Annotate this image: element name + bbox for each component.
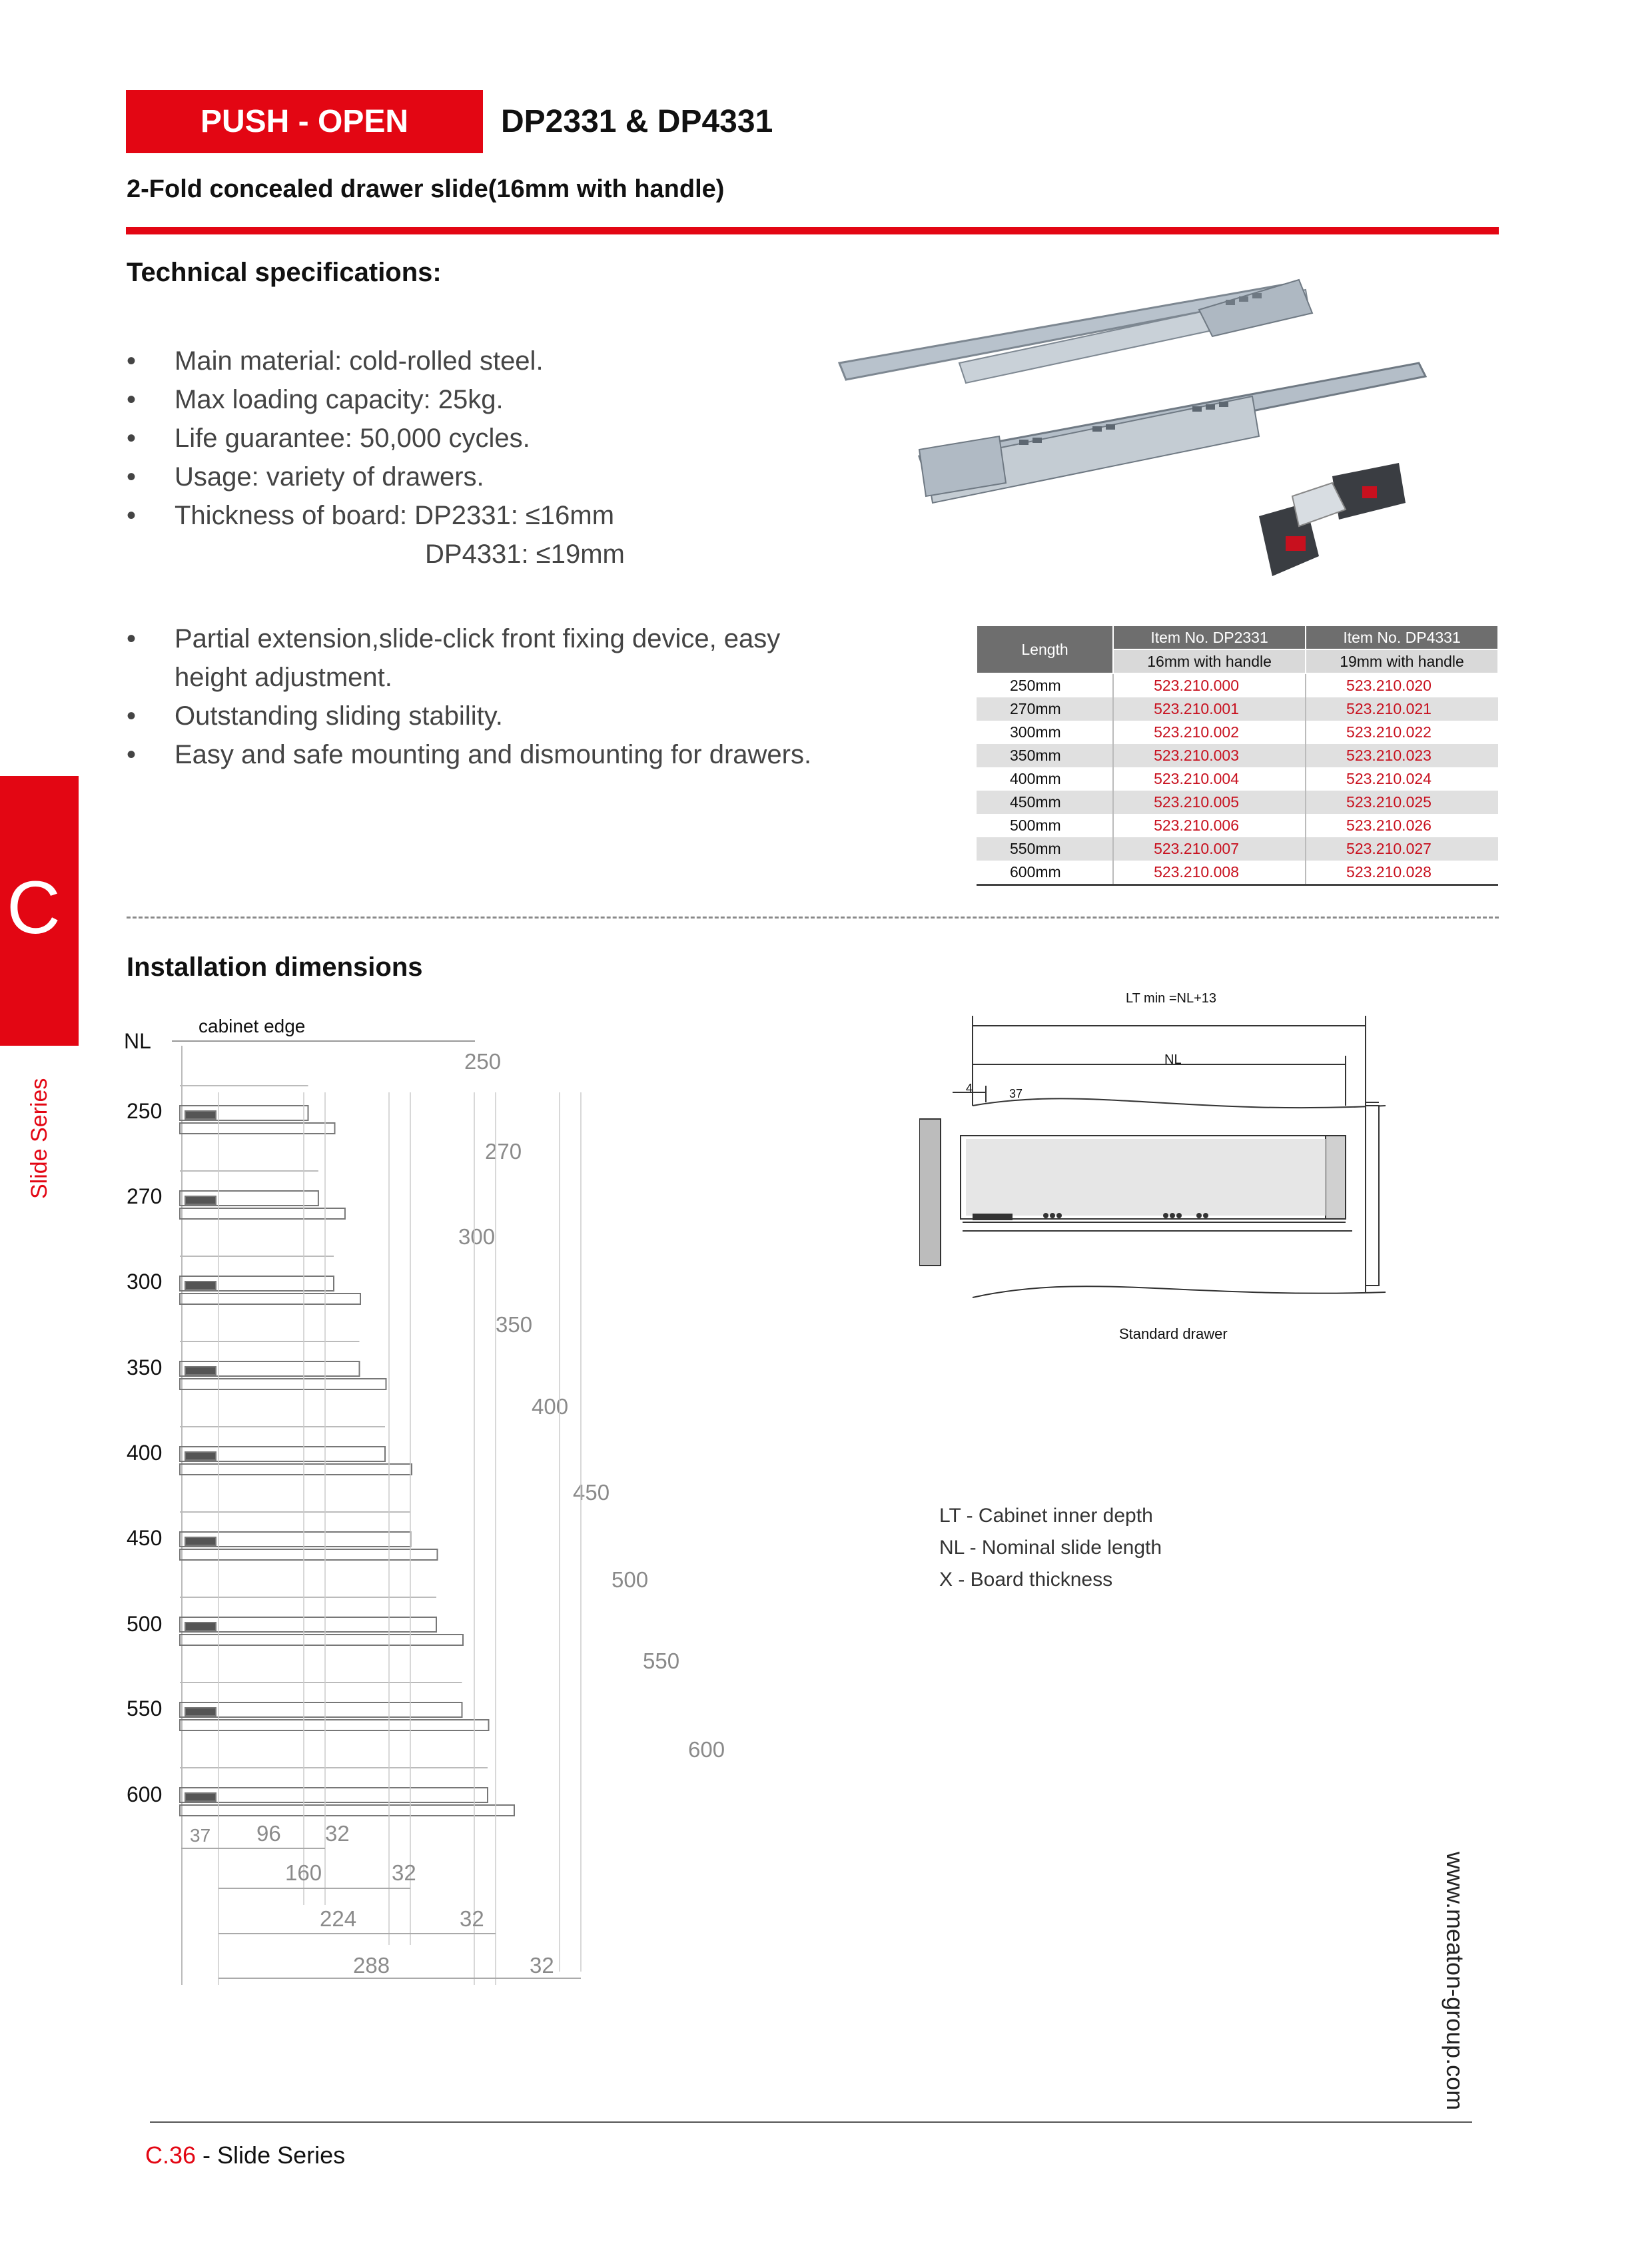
spec-item: Thickness of board: DP2331: ≤16mm [175,501,615,530]
drawing-caption: Standard drawer [1119,1325,1228,1342]
legend-item: LT - Cabinet inner depth [939,1505,1153,1527]
table-row: 350mm 523.210.003 523.210.023 [977,744,1498,767]
table-row: 600mm 523.210.008 523.210.028 [977,861,1498,885]
col-dp2331: Item No. DP2331 [1113,625,1306,649]
col-dp4331: Item No. DP4331 [1306,625,1498,649]
install-heading: Installation dimensions [127,952,423,982]
dim-224: 224 [320,1906,357,1931]
feature-list: • Partial extension,slide-click front fixing device, easy height adjustment. • Outstanding sliding stability. • Easy and safe mounting and dismounting for drawers. [127,619,926,779]
slide-rail [180,1702,462,1717]
table-row: 500mm 523.210.006 523.210.026 [977,814,1498,837]
spec-item: Life guarantee: 50,000 cycles. [175,424,530,453]
website-url: www.meaton-group.com [1442,1852,1469,2111]
row-length: 350 [127,1355,163,1379]
spec-item-cont: DP4331: ≤19mm [425,540,625,569]
legend [939,1500,1162,1596]
tech-heading: Technical specifications: [127,258,442,287]
row-dim: 400 [532,1394,569,1419]
dim-37: 37 [190,1825,211,1846]
front-lock [185,1282,216,1290]
section-letter: C [7,866,61,949]
dim-4: 4 [966,1082,973,1095]
row-length: 450 [127,1526,163,1550]
slide-rail-lower [180,1805,514,1816]
page-number: C.36 [145,2141,197,2169]
footer [145,2141,345,2169]
col-dp4331-sub: 19mm with handle [1306,649,1498,673]
row-dim: 300 [458,1224,496,1249]
col-dp2331-sub: 16mm with handle [1113,649,1306,673]
dim-32: 32 [530,1953,554,1978]
spec-table [976,625,1499,886]
footer-section: - Slide Series [196,2141,346,2169]
feature-item: Easy and safe mounting and dismounting for drawers. [175,740,812,769]
product-subtitle: 2-Fold concealed drawer slide(16mm with handle) [127,175,725,203]
dim-96: 96 [256,1821,281,1846]
front-lock [185,1623,216,1631]
slide-rail-lower [180,1635,463,1645]
cabinet-drawing [919,986,1452,1345]
front-lock [185,1452,216,1460]
cabinet-edge-label: cabinet edge [199,1016,306,1036]
row-dim: 600 [688,1737,725,1762]
slide-rail [180,1788,488,1802]
dim-32: 32 [325,1821,350,1846]
legend-item: X - Board thickness [939,1569,1113,1591]
model-title: DP2331 & DP4331 [501,104,773,139]
row-length: 270 [127,1184,163,1208]
nl-label: NL [124,1029,151,1053]
spec-item: Main material: cold-rolled steel. [175,346,544,376]
table-row: 250mm 523.210.000 523.210.020 [977,673,1498,697]
dim-160: 160 [285,1860,322,1885]
feature-item-cont: height adjustment. [175,663,392,692]
row-dim: 450 [573,1480,610,1505]
dim-37-drawing: 37 [1009,1087,1023,1100]
front-lock [185,1367,216,1375]
row-length: 500 [127,1612,163,1636]
section-label: Slide Series [27,1078,52,1199]
row-dim: 350 [496,1312,533,1337]
slide-rail-lower [180,1123,335,1134]
product-photo [826,263,1492,609]
dim-32: 32 [460,1906,484,1931]
row-dim: 500 [612,1567,649,1592]
row-dim: 270 [485,1139,522,1164]
row-dim: 550 [643,1649,680,1673]
slide-rail-lower [180,1720,489,1730]
lt-formula: LT min =NL+13 [1126,991,1217,1006]
col-length: Length [977,625,1113,673]
slide-rail-lower [180,1464,412,1475]
front-lock [185,1196,216,1204]
spec-item: Usage: variety of drawers. [175,462,484,492]
table-row: 300mm 523.210.002 523.210.022 [977,721,1498,744]
row-length: 300 [127,1270,163,1294]
spec-item: Max loading capacity: 25kg. [175,385,504,414]
row-length: 600 [127,1782,163,1806]
slide-rail-drawings [173,1039,839,1998]
spec-list: • Main material: cold-rolled steel. • Max loading capacity: 25kg. • Life guarantee: 50,000 cycles. • Usage: variety of drawers. • Thickness of board: DP2331: ≤16mm DP4331: ≤19mm [127,342,859,621]
dim-32: 32 [392,1860,416,1885]
footer-divider [150,2121,1472,2123]
row-length: 250 [127,1099,163,1123]
dim-288: 288 [353,1953,390,1978]
row-length: 550 [127,1696,163,1720]
table-row: 270mm 523.210.001 523.210.021 [977,697,1498,721]
legend-item: NL - Nominal slide length [939,1537,1162,1559]
slide-rail-lower [180,1379,386,1389]
feature-item: Partial extension,slide-click front fixing device, easy [175,624,781,653]
slide-rail-lower [180,1294,360,1304]
nl-dim-label: NL [1164,1052,1182,1067]
category-badge: PUSH - OPEN [126,90,483,153]
row-dim: 250 [464,1049,502,1074]
table-row: 450mm 523.210.005 523.210.025 [977,791,1498,814]
front-lock [185,1708,216,1716]
table-row: 400mm 523.210.004 523.210.024 [977,767,1498,791]
row-length: 400 [127,1441,163,1465]
front-lock [185,1793,216,1801]
slide-rail-lower [180,1208,345,1219]
table-row: 550mm 523.210.007 523.210.027 [977,837,1498,861]
front-lock [185,1537,216,1545]
front-lock [185,1111,216,1119]
feature-item: Outstanding sliding stability. [175,701,503,731]
